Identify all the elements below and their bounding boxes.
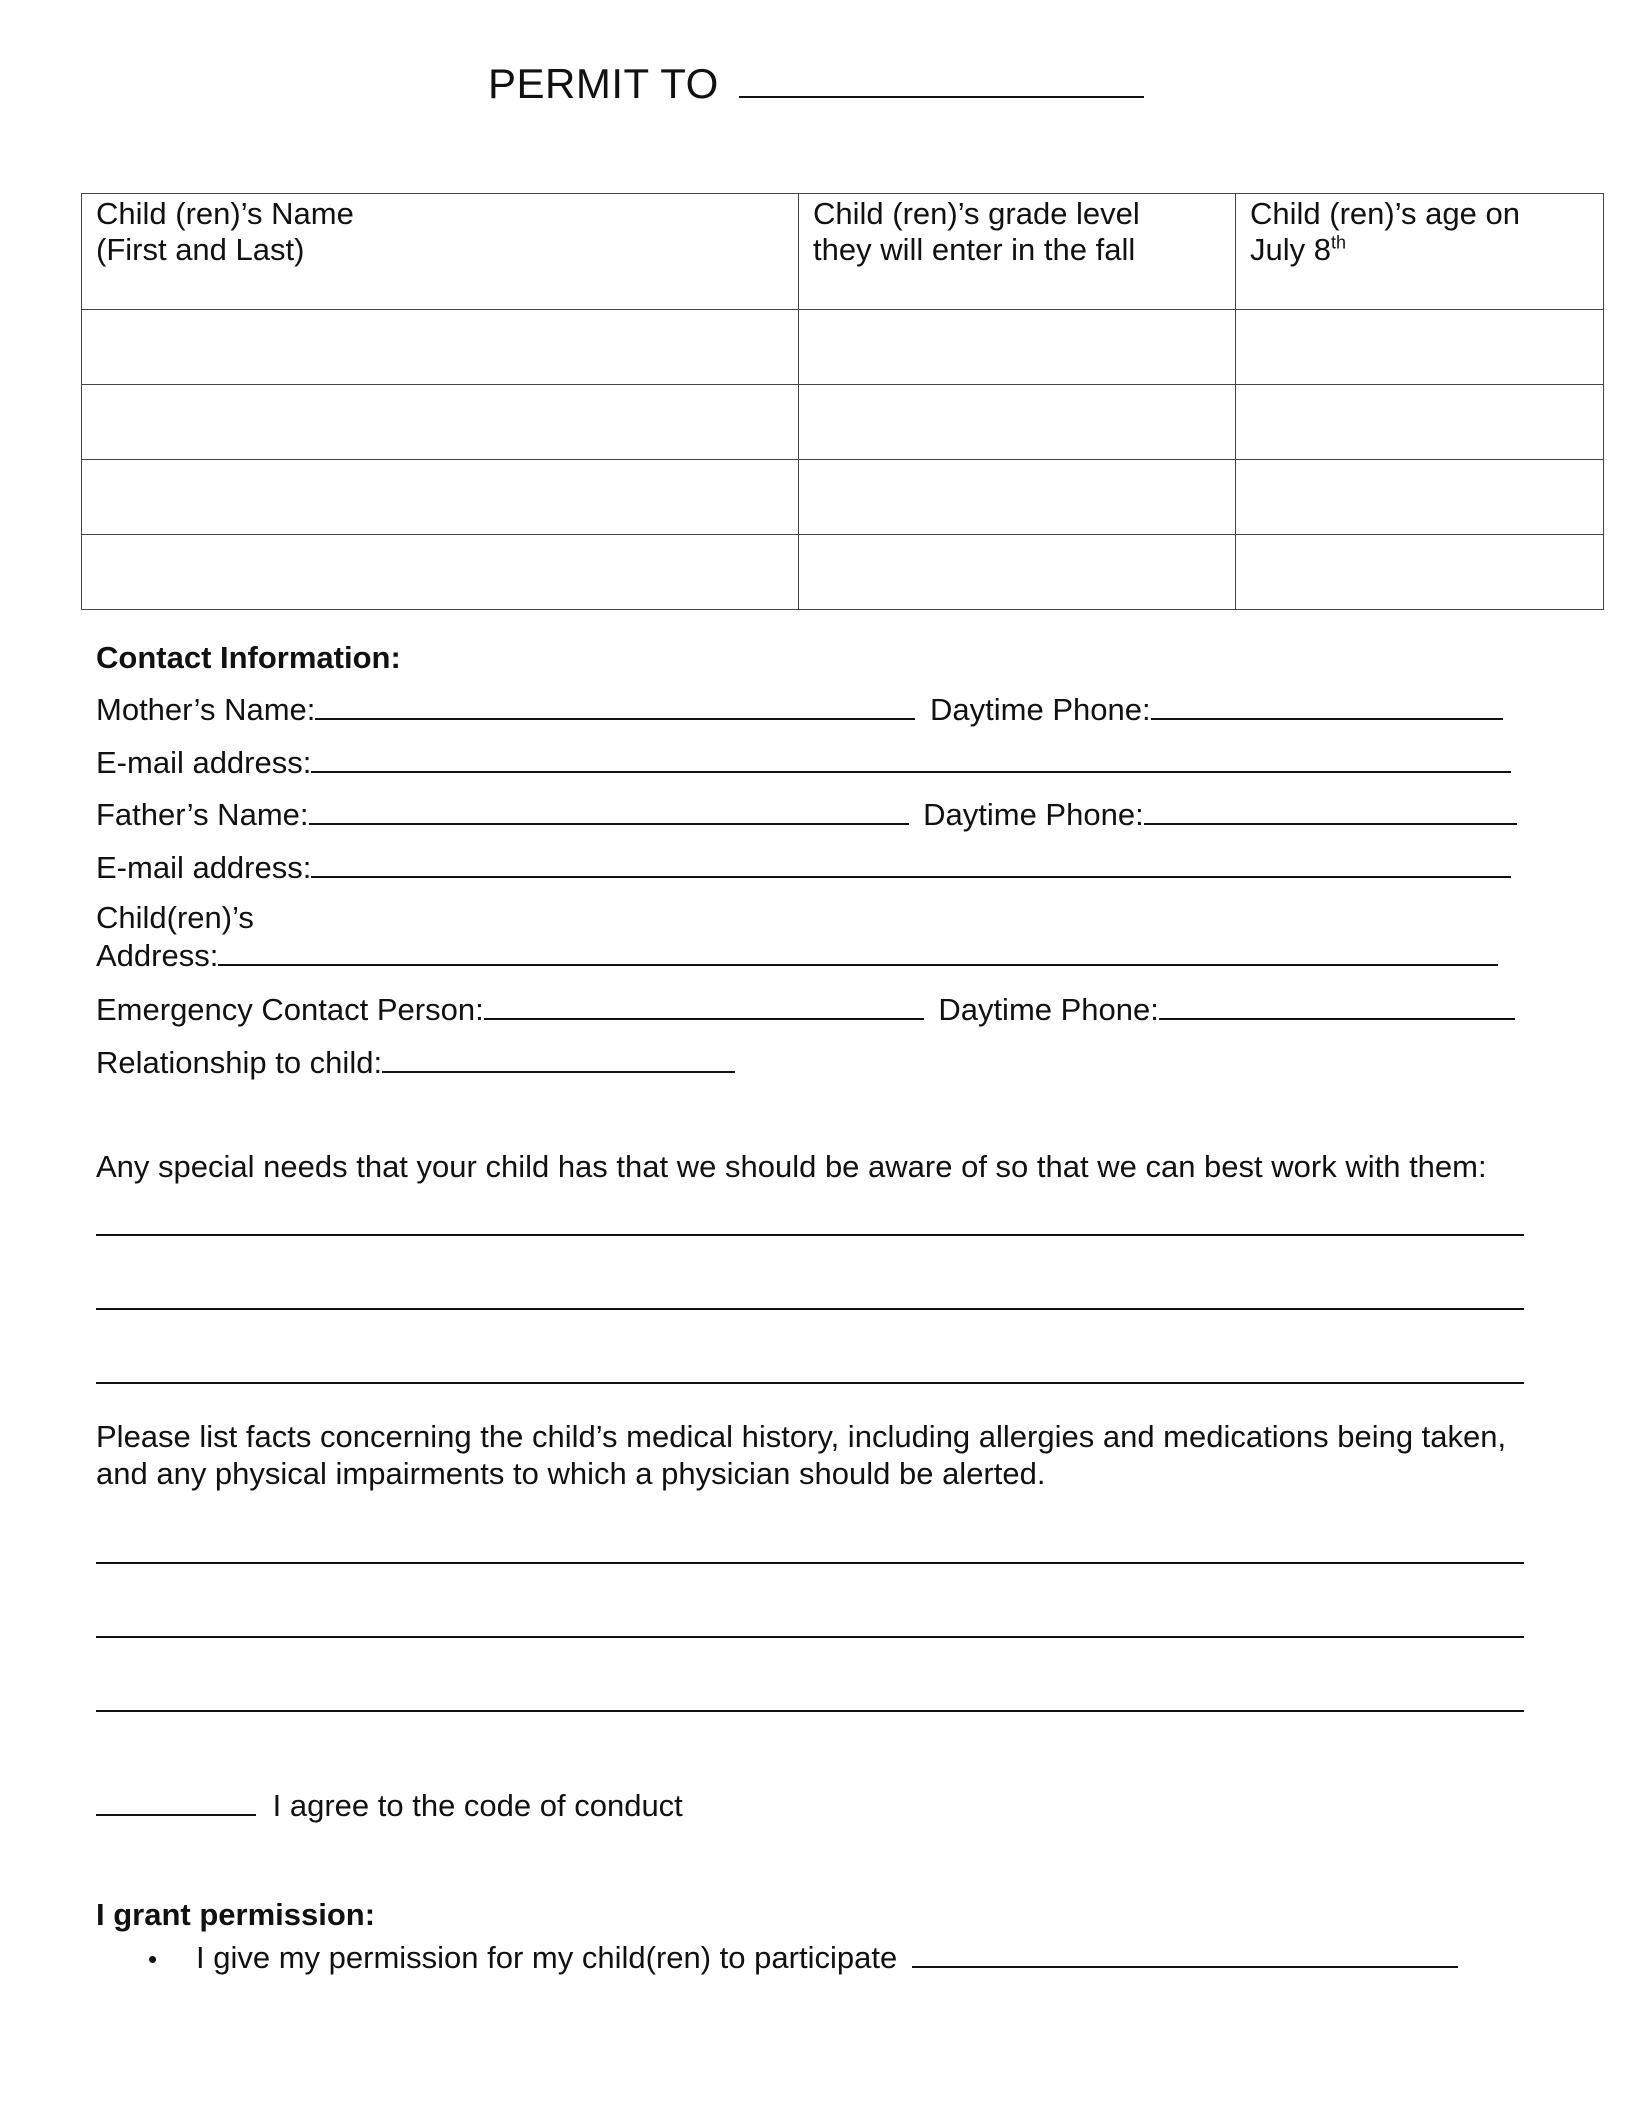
- medical-line-2[interactable]: [96, 1636, 1524, 1638]
- child-name-cell[interactable]: [82, 535, 799, 610]
- grade-level-cell[interactable]: [799, 460, 1236, 535]
- age-cell[interactable]: [1236, 535, 1604, 610]
- age-cell[interactable]: [1236, 310, 1604, 385]
- header-age-superscript: th: [1330, 232, 1346, 253]
- grade-level-cell[interactable]: [799, 310, 1236, 385]
- father-name-field[interactable]: [309, 795, 909, 825]
- medical-history-question: Please list facts concerning the child’s medical history, including allergies and medications being taken, and any physical impairments to which a physician should be alerted.: [96, 1419, 1507, 1491]
- table-row: [82, 535, 1604, 610]
- mother-email-field[interactable]: [311, 743, 1511, 773]
- father-row: [96, 795, 1517, 833]
- special-needs-question: Any special needs that your child has that we should be aware of so that we can best work with them:: [96, 1149, 1487, 1184]
- child-name-cell[interactable]: [82, 385, 799, 460]
- child-name-cell[interactable]: [82, 460, 799, 535]
- permission-item-label: I give my permission for my child(ren) to participate: [196, 1940, 898, 1975]
- emergency-phone-label: Daytime Phone:: [938, 992, 1159, 1027]
- mother-row: [96, 690, 1503, 728]
- title-prefix: PERMIT TO: [487, 60, 719, 107]
- mother-phone-label: Daytime Phone:: [930, 692, 1151, 727]
- header-child-name: [82, 194, 799, 310]
- special-needs-line-1[interactable]: [96, 1234, 1524, 1236]
- page-title: [0, 58, 1632, 108]
- header-age-line1: Child (ren)’s age on: [1250, 196, 1520, 231]
- header-grade-line1: Child (ren)’s grade level: [813, 196, 1140, 231]
- special-needs-line-3[interactable]: [96, 1382, 1524, 1384]
- age-cell[interactable]: [1236, 460, 1604, 535]
- table-header-row: [82, 194, 1604, 310]
- grade-level-cell[interactable]: [799, 385, 1236, 460]
- father-email-field[interactable]: [311, 848, 1511, 878]
- mother-email-label: E-mail address:: [96, 745, 312, 780]
- participation-field[interactable]: [912, 1938, 1458, 1968]
- conduct-label: I agree to the code of conduct: [272, 1788, 683, 1823]
- contact-info-heading: Contact Information:: [96, 640, 401, 675]
- mother-phone-field[interactable]: [1151, 690, 1503, 720]
- medical-line-1[interactable]: [96, 1562, 1524, 1564]
- mother-email-row: [96, 743, 1511, 781]
- age-cell[interactable]: [1236, 385, 1604, 460]
- address-label-line2: Address:: [96, 938, 219, 973]
- relationship-label: Relationship to child:: [96, 1045, 383, 1080]
- relationship-field[interactable]: [382, 1043, 735, 1073]
- mother-name-label: Mother’s Name:: [96, 692, 316, 727]
- title-blank-field[interactable]: [739, 58, 1144, 98]
- children-table: [81, 193, 1604, 610]
- medical-line-3[interactable]: [96, 1710, 1524, 1712]
- emergency-contact-field[interactable]: [484, 990, 924, 1020]
- child-name-cell[interactable]: [82, 310, 799, 385]
- father-name-label: Father’s Name:: [96, 797, 309, 832]
- emergency-phone-field[interactable]: [1159, 990, 1515, 1020]
- father-email-label: E-mail address:: [96, 850, 312, 885]
- grade-level-cell[interactable]: [799, 535, 1236, 610]
- header-age: [1236, 194, 1604, 310]
- father-email-row: [96, 848, 1511, 886]
- emergency-contact-label: Emergency Contact Person:: [96, 992, 484, 1027]
- bullet-icon: •: [148, 1944, 158, 1974]
- emergency-row: [96, 990, 1515, 1028]
- header-name-line2: (First and Last): [96, 232, 305, 267]
- father-phone-field[interactable]: [1144, 795, 1517, 825]
- address-field[interactable]: [218, 936, 1498, 966]
- header-name-line1: Child (ren)’s Name: [96, 196, 354, 231]
- permission-heading: I grant permission:: [96, 1897, 376, 1932]
- special-needs-line-2[interactable]: [96, 1308, 1524, 1310]
- address-label-line1: Child(ren)’s: [96, 900, 254, 935]
- table-row: [82, 310, 1604, 385]
- father-phone-label: Daytime Phone:: [923, 797, 1144, 832]
- mother-name-field[interactable]: [315, 690, 915, 720]
- table-row: [82, 385, 1604, 460]
- header-grade-line2: they will enter in the fall: [813, 232, 1136, 267]
- header-grade-level: [799, 194, 1236, 310]
- address-row: [96, 900, 1498, 974]
- table-row: [82, 460, 1604, 535]
- permission-item: [148, 1938, 1458, 1977]
- conduct-initials-field[interactable]: [96, 1786, 256, 1816]
- relationship-row: [96, 1043, 735, 1081]
- conduct-row: [96, 1786, 683, 1824]
- header-age-line2: July 8: [1250, 232, 1331, 267]
